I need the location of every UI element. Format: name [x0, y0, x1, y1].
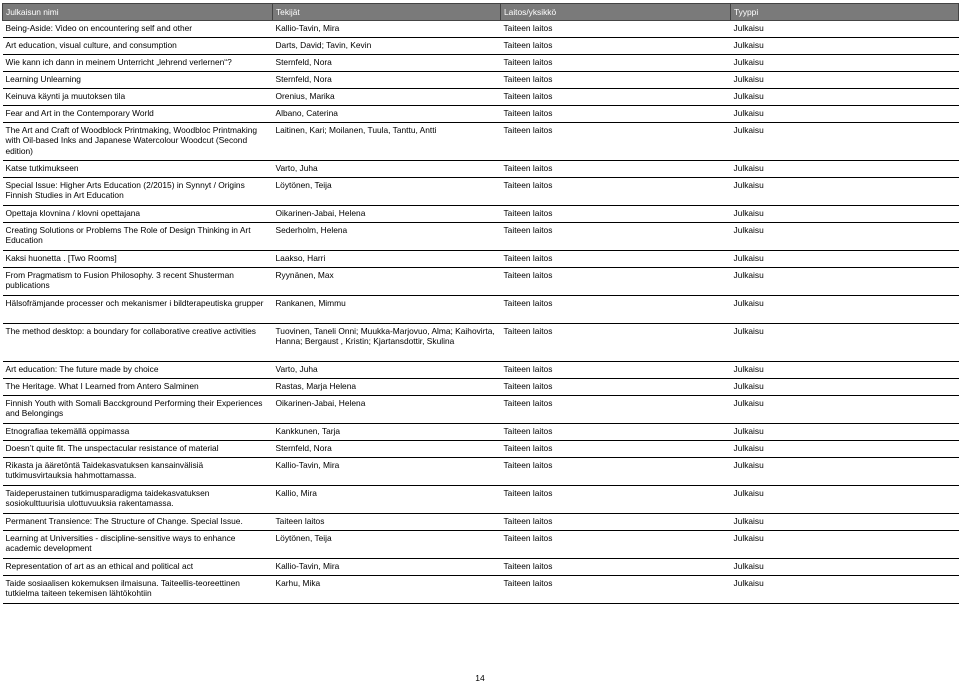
cell-title: Doesn’t quite fit. The unspectacular resistance of material — [3, 441, 273, 458]
cell-type: Julkaisu — [731, 72, 959, 89]
publications-table — [2, 3, 959, 604]
cell-authors: Varto, Juha — [273, 161, 501, 178]
cell-title: Learning Unlearning — [3, 72, 273, 89]
cell-title: Art education: The future made by choice — [3, 362, 273, 379]
table-row — [3, 362, 959, 379]
cell-authors: Sternfeld, Nora — [273, 55, 501, 72]
cell-authors: Kallio-Tavin, Mira — [273, 458, 501, 486]
cell-authors: Albano, Caterina — [273, 106, 501, 123]
cell-title: Kaksi huonetta . [Two Rooms] — [3, 251, 273, 268]
cell-authors: Kallio-Tavin, Mira — [273, 21, 501, 38]
cell-title: Taideperustainen tutkimusparadigma taidekasvatuksen sosiokulttuurisia ulottuvuuksia rakentamassa. — [3, 486, 273, 514]
table-row — [3, 106, 959, 123]
cell-unit: Taiteen laitos — [501, 531, 731, 559]
cell-authors: Tuovinen, Taneli Onni; Muukka-Marjovuo, Alma; Kaihovirta, Hanna; Bergaust , Kristin; Kjartansdottir, Skulina — [273, 324, 501, 362]
cell-unit: Taiteen laitos — [501, 161, 731, 178]
cell-authors: Karhu, Mika — [273, 576, 501, 604]
table-row — [3, 576, 959, 604]
table-row — [3, 206, 959, 223]
cell-unit: Taiteen laitos — [501, 223, 731, 251]
cell-unit: Taiteen laitos — [501, 206, 731, 223]
table-row — [3, 531, 959, 559]
table-row — [3, 38, 959, 55]
cell-type: Julkaisu — [731, 458, 959, 486]
cell-unit: Taiteen laitos — [501, 441, 731, 458]
cell-title: Hälsofrämjande processer och mekanismer i bildterapeutiska grupper — [3, 296, 273, 324]
cell-unit: Taiteen laitos — [501, 38, 731, 55]
cell-type: Julkaisu — [731, 441, 959, 458]
cell-type: Julkaisu — [731, 123, 959, 161]
cell-authors: Orenius, Marika — [273, 89, 501, 106]
cell-type: Julkaisu — [731, 178, 959, 206]
cell-title: Taide sosiaalisen kokemuksen ilmaisuna. Taiteellis-teoreettinen tutkielma taiteen tekemisen lähtökohtiin — [3, 576, 273, 604]
page-number: 14 — [475, 673, 485, 683]
table-row — [3, 268, 959, 296]
cell-authors: Laitinen, Kari; Moilanen, Tuula, Tanttu, Antti — [273, 123, 501, 161]
cell-authors: Sternfeld, Nora — [273, 72, 501, 89]
table-row — [3, 559, 959, 576]
cell-unit: Taiteen laitos — [501, 178, 731, 206]
cell-type: Julkaisu — [731, 206, 959, 223]
cell-title: Representation of art as an ethical and political act — [3, 559, 273, 576]
cell-title: Finnish Youth with Somali Bacckground Performing their Experiences and Belongings — [3, 396, 273, 424]
table-row — [3, 251, 959, 268]
cell-type: Julkaisu — [731, 379, 959, 396]
cell-title: From Pragmatism to Fusion Philosophy. 3 recent Shusterman publications — [3, 268, 273, 296]
cell-authors: Ryynänen, Max — [273, 268, 501, 296]
header-title: Julkaisun nimi — [3, 4, 273, 21]
cell-title: Special Issue: Higher Arts Education (2/2015) in Synnyt / Origins Finnish Studies in Art Education — [3, 178, 273, 206]
cell-unit: Taiteen laitos — [501, 486, 731, 514]
cell-authors: Varto, Juha — [273, 362, 501, 379]
cell-title: The Heritage. What I Learned from Antero Salminen — [3, 379, 273, 396]
cell-unit: Taiteen laitos — [501, 362, 731, 379]
cell-type: Julkaisu — [731, 21, 959, 38]
cell-authors: Taiteen laitos — [273, 514, 501, 531]
cell-unit: Taiteen laitos — [501, 21, 731, 38]
cell-title: Opettaja klovnina / klovni opettajana — [3, 206, 273, 223]
cell-title: Learning at Universities - discipline-sensitive ways to enhance academic development — [3, 531, 273, 559]
cell-title: Rikasta ja ääretöntä Taidekasvatuksen kansainvälisiä tutkimusvirtauksia hahmottamassa. — [3, 458, 273, 486]
cell-unit: Taiteen laitos — [501, 55, 731, 72]
header-unit: Laitos/yksikkö — [501, 4, 731, 21]
cell-authors: Kallio-Tavin, Mira — [273, 559, 501, 576]
cell-unit: Taiteen laitos — [501, 123, 731, 161]
table-row — [3, 72, 959, 89]
table-row — [3, 441, 959, 458]
table-row — [3, 424, 959, 441]
cell-type: Julkaisu — [731, 324, 959, 362]
cell-unit: Taiteen laitos — [501, 72, 731, 89]
cell-unit: Taiteen laitos — [501, 458, 731, 486]
header-authors: Tekijät — [273, 4, 501, 21]
cell-unit: Taiteen laitos — [501, 396, 731, 424]
cell-authors: Löytönen, Teija — [273, 178, 501, 206]
cell-type: Julkaisu — [731, 486, 959, 514]
cell-title: Art education, visual culture, and consumption — [3, 38, 273, 55]
table-row — [3, 89, 959, 106]
table-row — [3, 178, 959, 206]
cell-unit: Taiteen laitos — [501, 324, 731, 362]
cell-unit: Taiteen laitos — [501, 89, 731, 106]
table-row — [3, 123, 959, 161]
cell-unit: Taiteen laitos — [501, 576, 731, 604]
cell-type: Julkaisu — [731, 296, 959, 324]
cell-authors: Sederholm, Helena — [273, 223, 501, 251]
table-row — [3, 296, 959, 324]
table-row — [3, 161, 959, 178]
cell-unit: Taiteen laitos — [501, 379, 731, 396]
cell-unit: Taiteen laitos — [501, 251, 731, 268]
cell-unit: Taiteen laitos — [501, 268, 731, 296]
cell-type: Julkaisu — [731, 251, 959, 268]
cell-type: Julkaisu — [731, 396, 959, 424]
cell-authors: Oikarinen-Jabai, Helena — [273, 206, 501, 223]
cell-title: Keinuva käynti ja muutoksen tila — [3, 89, 273, 106]
table-row — [3, 379, 959, 396]
table-row — [3, 324, 959, 362]
table-row — [3, 21, 959, 38]
cell-authors: Laakso, Harri — [273, 251, 501, 268]
cell-authors: Darts, David; Tavin, Kevin — [273, 38, 501, 55]
cell-authors: Kallio, Mira — [273, 486, 501, 514]
cell-type: Julkaisu — [731, 106, 959, 123]
cell-title: Permanent Transience: The Structure of Change. Special Issue. — [3, 514, 273, 531]
cell-title: Katse tutkimukseen — [3, 161, 273, 178]
table-row — [3, 486, 959, 514]
table-row — [3, 396, 959, 424]
cell-type: Julkaisu — [731, 514, 959, 531]
cell-title: The method desktop: a boundary for collaborative creative activities — [3, 324, 273, 362]
cell-unit: Taiteen laitos — [501, 424, 731, 441]
cell-unit: Taiteen laitos — [501, 559, 731, 576]
cell-type: Julkaisu — [731, 161, 959, 178]
cell-type: Julkaisu — [731, 362, 959, 379]
cell-unit: Taiteen laitos — [501, 514, 731, 531]
cell-authors: Sternfeld, Nora — [273, 441, 501, 458]
cell-type: Julkaisu — [731, 424, 959, 441]
table-row — [3, 55, 959, 72]
cell-type: Julkaisu — [731, 89, 959, 106]
cell-type: Julkaisu — [731, 268, 959, 296]
cell-unit: Taiteen laitos — [501, 296, 731, 324]
table-header-row — [3, 4, 959, 21]
cell-title: Etnografiaa tekemällä oppimassa — [3, 424, 273, 441]
header-type: Tyyppi — [731, 4, 959, 21]
cell-title: Wie kann ich dann in meinem Unterricht „lehrend verlernen“? — [3, 55, 273, 72]
cell-type: Julkaisu — [731, 38, 959, 55]
cell-type: Julkaisu — [731, 531, 959, 559]
cell-authors: Rankanen, Mimmu — [273, 296, 501, 324]
table-row — [3, 458, 959, 486]
cell-unit: Taiteen laitos — [501, 106, 731, 123]
cell-title: Being-Aside: Video on encountering self and other — [3, 21, 273, 38]
cell-type: Julkaisu — [731, 55, 959, 72]
cell-type: Julkaisu — [731, 576, 959, 604]
cell-type: Julkaisu — [731, 559, 959, 576]
cell-authors: Rastas, Marja Helena — [273, 379, 501, 396]
cell-authors: Löytönen, Teija — [273, 531, 501, 559]
cell-authors: Oikarinen-Jabai, Helena — [273, 396, 501, 424]
cell-title: The Art and Craft of Woodblock Printmaking, Woodbloc Printmaking with Oil-based Inks and Japanese Watercolour Woodcut (Second edition) — [3, 123, 273, 161]
cell-authors: Kankkunen, Tarja — [273, 424, 501, 441]
table-row — [3, 223, 959, 251]
cell-title: Fear and Art in the Contemporary World — [3, 106, 273, 123]
table-row — [3, 514, 959, 531]
cell-type: Julkaisu — [731, 223, 959, 251]
cell-title: Creating Solutions or Problems The Role of Design Thinking in Art Education — [3, 223, 273, 251]
